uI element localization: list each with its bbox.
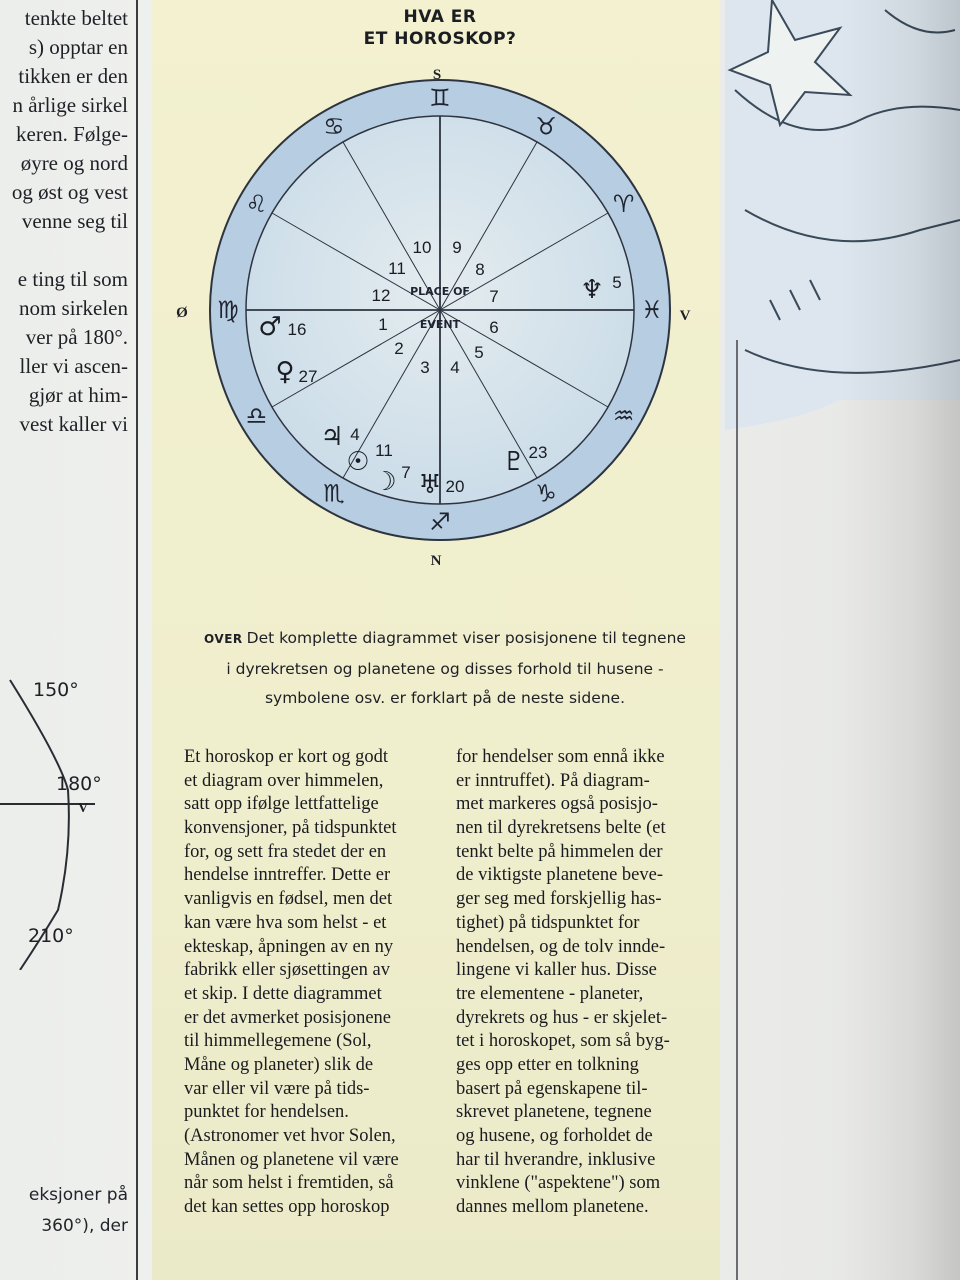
figure-caption xyxy=(180,624,710,714)
left-diagram-label-180: 180° xyxy=(56,773,102,795)
article-line: ges opp etter en tolkning xyxy=(456,1054,639,1075)
article-line: er det avmerket posisjonene xyxy=(184,1007,392,1028)
left-text-line: venne seg til xyxy=(21,209,128,233)
article-line: har til hverandre, inklusive xyxy=(456,1149,656,1170)
article-line: basert på egenskapene til- xyxy=(456,1078,648,1099)
article-line: konvensjoner, på tidspunktet xyxy=(184,818,397,839)
house-number: 3 xyxy=(420,358,430,377)
house-number: 5 xyxy=(474,343,484,362)
house-number: 7 xyxy=(489,287,499,306)
article-line: ger seg med forskjellig has- xyxy=(456,889,662,910)
planet-degree: 5 xyxy=(612,273,622,292)
article-line: tre elementene - planeter, xyxy=(456,983,644,1004)
house-number: 2 xyxy=(394,339,404,358)
sign-virgo-icon: ♍ xyxy=(217,296,239,324)
article-line: hendelsen, og de tolv innde- xyxy=(456,936,666,957)
planet-degree: 4 xyxy=(350,425,360,444)
left-text-line: keren. Følge- xyxy=(16,122,128,146)
left-page-circle-diagram xyxy=(0,640,128,970)
planet-uranus-icon: ♅ xyxy=(418,470,442,500)
sign-aries-icon: ♈ xyxy=(612,190,635,218)
article-line: og husene, og forholdet de xyxy=(456,1126,653,1146)
planet-degree: 11 xyxy=(375,441,393,460)
planet-degree: 16 xyxy=(287,320,307,339)
article-line: met markeres også posisjo- xyxy=(456,794,658,815)
planet-degree: 23 xyxy=(528,443,548,462)
left-text-line: ver på 180°. xyxy=(25,325,128,349)
sign-gemini-icon: ♊ xyxy=(429,84,451,112)
caption-line3: symbolene osv. er forklart på de neste sidene. xyxy=(264,689,626,707)
article-column-2 xyxy=(456,746,706,1220)
article-line: ekteskap, åpningen av en ny xyxy=(184,936,394,957)
compass-south: S xyxy=(432,67,442,83)
planet-moon-icon: ☽ xyxy=(373,467,397,497)
sign-libra-icon: ♎ xyxy=(245,402,268,430)
left-diagram-label-v: V xyxy=(78,801,89,816)
planet-neptune-icon: ♆ xyxy=(580,275,604,305)
left-text-line: og øst og vest xyxy=(11,180,128,204)
article-line: et diagram over himmelen, xyxy=(184,770,384,791)
article-line: vanligvis en fødsel, men det xyxy=(184,889,393,910)
left-text-line: s) opptar en xyxy=(28,35,128,59)
article-line: vinklene ("aspektene") som xyxy=(456,1173,661,1194)
left-text-line: tenkte beltet xyxy=(24,6,128,30)
sign-aquarius-icon: ♒ xyxy=(612,402,635,430)
article-title-line1: HVA ER xyxy=(403,7,477,27)
article-title xyxy=(300,6,580,50)
planet-degree: 20 xyxy=(445,477,465,496)
left-text-line: e ting til som xyxy=(17,267,128,291)
article-line: tighet) på tidspunktet for xyxy=(456,912,640,933)
left-bottom-line: 360°), der xyxy=(41,1216,128,1236)
article-line: Måne og planeter) slik de xyxy=(184,1054,374,1075)
horoscope-wheel xyxy=(152,60,720,580)
house-number: 6 xyxy=(489,318,499,337)
article-line: det kan settes opp horoskop xyxy=(184,1197,390,1218)
planet-degree: 7 xyxy=(401,463,411,482)
article-line: (Astronomer vet hvor Solen, xyxy=(184,1126,396,1146)
article-title-line2: ET HOROSKOP? xyxy=(363,29,517,49)
planet-sun-icon: ☉ xyxy=(346,447,370,477)
article-line: tet i horoskopet, som så byg- xyxy=(456,1031,670,1052)
caption-line1: Det komplette diagrammet viser posisjonene til tegnene xyxy=(246,629,686,647)
article-line: nen til dyrekretsens belte (et xyxy=(456,818,666,839)
article-line: Månen og planetene vil være xyxy=(184,1149,399,1170)
sign-leo-icon: ♌ xyxy=(245,190,268,218)
article-line: for, og sett fra stedet der en xyxy=(184,841,387,862)
article-line: hendelse inntreffer. Dette er xyxy=(184,865,391,886)
planet-pluto-icon: ♇ xyxy=(502,447,526,477)
sign-taurus-icon: ♉ xyxy=(535,112,557,141)
left-text-line: n årlige sirkel xyxy=(12,93,128,117)
house-number: 11 xyxy=(388,259,406,278)
left-text-line: ller vi ascen- xyxy=(19,354,128,378)
article-line: Et horoskop er kort og godt xyxy=(184,747,388,767)
article-line: er inntruffet). På diagram- xyxy=(456,770,650,791)
article-line: dyrekrets og hus - er skjelet- xyxy=(456,1007,668,1028)
left-text-line xyxy=(0,236,128,265)
article-line: satt opp ifølge lettfattelige xyxy=(184,794,379,815)
house-number: 8 xyxy=(475,260,485,279)
left-text-line: øyre og nord xyxy=(20,151,128,175)
left-page-text xyxy=(0,4,128,439)
planet-jupiter-icon: ♃ xyxy=(320,422,344,452)
center-label-top: PLACE OF xyxy=(410,285,470,298)
house-number: 12 xyxy=(371,286,391,305)
planet-mars-icon: ♂ xyxy=(258,312,282,342)
article-line: var eller vil være på tids- xyxy=(184,1078,370,1099)
left-diagram-label-210: 210° xyxy=(28,925,74,947)
article-line: punktet for hendelsen. xyxy=(184,1102,349,1123)
left-text-line: nom sirkelen xyxy=(18,296,128,320)
left-text-line: vest kaller vi xyxy=(19,412,128,436)
article-line: kan være hva som helst - et xyxy=(184,912,387,933)
left-text-line: gjør at him- xyxy=(28,383,128,407)
column-divider-right xyxy=(736,340,738,1280)
article-line: skrevet planetene, tegnene xyxy=(456,1102,652,1123)
caption-lead: OVER xyxy=(204,632,243,646)
article-line: når som helst i fremtiden, så xyxy=(184,1173,394,1194)
center-label-bottom: EVENT xyxy=(419,318,461,331)
article-line: for hendelser som ennå ikke xyxy=(456,747,665,767)
article-line: til himmellegemene (Sol, xyxy=(184,1031,372,1052)
caption-line2: i dyrekretsen og planetene og disses forhold til husene - xyxy=(226,659,664,678)
sign-sagittarius-icon: ♐ xyxy=(429,508,451,536)
article-line: dannes mellom planetene. xyxy=(456,1197,649,1218)
house-number: 4 xyxy=(450,358,460,377)
compass-west: V xyxy=(679,308,691,324)
left-bottom-line: eksjoner på xyxy=(28,1185,128,1205)
sign-cancer-icon: ♋ xyxy=(323,112,345,141)
planet-venus-icon: ♀ xyxy=(275,357,295,387)
article-line: de viktigste planetene beve- xyxy=(456,865,664,886)
article-line: tenkt belte på himmelen der xyxy=(456,841,663,862)
house-number: 1 xyxy=(378,315,388,334)
sign-capricorn-icon: ♑ xyxy=(535,479,557,508)
article-line: lingene vi kaller hus. Disse xyxy=(456,960,657,981)
left-text-line: tikken er den xyxy=(18,64,128,88)
page-fold-shadow xyxy=(840,0,960,1280)
sign-scorpio-icon: ♏ xyxy=(323,479,345,508)
compass-north: N xyxy=(430,553,442,569)
left-diagram-label-150: 150° xyxy=(33,679,79,701)
planet-degree: 27 xyxy=(298,367,318,386)
article-column-1 xyxy=(184,746,434,1220)
compass-east: Ø xyxy=(176,305,188,321)
article-line: fabrikk eller sjøsettingen av xyxy=(184,960,391,981)
left-page-bottom-text xyxy=(0,1180,128,1242)
house-number: 9 xyxy=(452,238,462,257)
sign-pisces-icon: ♓ xyxy=(641,296,663,324)
house-number: 10 xyxy=(412,238,432,257)
article-line: et skip. I dette diagrammet xyxy=(184,983,382,1004)
column-divider-left xyxy=(136,0,138,1280)
